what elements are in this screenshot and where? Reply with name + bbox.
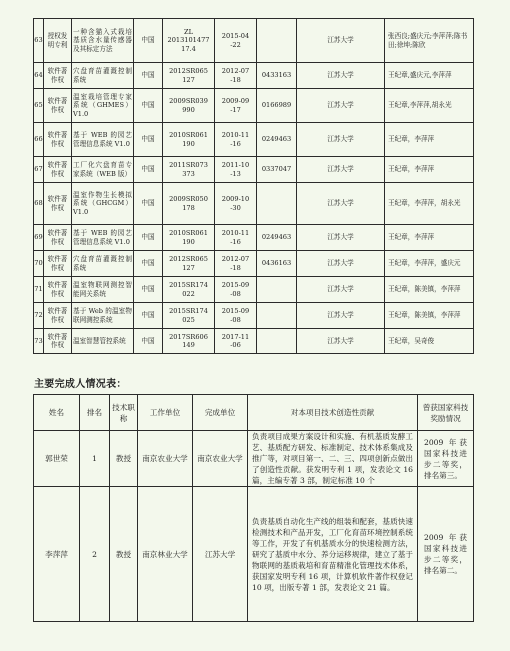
ip-date: 2015-04 -22 xyxy=(215,19,257,63)
header-unit: 工作单位 xyxy=(138,395,193,431)
ip-number: 2015SR174 022 xyxy=(163,277,215,303)
ip-type: 软件著作权 xyxy=(44,157,72,183)
ip-country: 中国 xyxy=(134,183,163,225)
ip-type: 软件著作权 xyxy=(44,89,72,123)
ip-owner: 江苏大学 xyxy=(297,19,385,63)
person-done-unit: 江苏大学 xyxy=(193,487,248,622)
ip-inventors: 张西良;盛庆元;李萍萍;陈书田;徐坤;陈欣 xyxy=(385,19,474,63)
person-contribution: 负责项目成果方案设计和实施、有机基质发酵工艺、基质配方研发、标准制定、技术体系集成及推广等，对项目第一、二、三、四项创新点做出了创造性贡献。获发明专利 1 项，发表论文 16 篇，主编专著 3 部，制定标准 10 个 xyxy=(248,431,418,487)
ip-country: 中国 xyxy=(134,19,163,63)
header-row xyxy=(34,395,474,431)
ip-type: 软件著作权 xyxy=(44,251,72,277)
ip-name: 基于 Web 的温室物联网测控系统 xyxy=(72,303,134,329)
ip-name: 基于 WEB 的园艺管理信息系统 V1.0 xyxy=(72,225,134,251)
ip-owner: 江苏大学 xyxy=(297,89,385,123)
ip-inventors: 王纪章，陈美镇，李萍萍 xyxy=(385,277,474,303)
ip-date: 2012-07 -18 xyxy=(215,63,257,89)
ip-name: 穴盘育苗灌溉控制系统 xyxy=(72,251,134,277)
person-name: 郭世荣 xyxy=(34,431,80,487)
ip-name: 工厂化穴盘育苗专家系统（WEB 版） xyxy=(72,157,134,183)
person-award: 2009 年获国家科技进步二等奖，排名第三。 xyxy=(418,431,474,487)
ip-row xyxy=(34,89,474,123)
ip-row-number: 64 xyxy=(34,63,44,89)
ip-date: 2010-11 -16 xyxy=(215,225,257,251)
ip-number: 2010SR061 190 xyxy=(163,225,215,251)
ip-owner: 江苏大学 xyxy=(297,303,385,329)
header-contribution: 对本项目技术创造性贡献 xyxy=(248,395,418,431)
ip-inventors: 王纪章，吴奇俊 xyxy=(385,329,474,354)
ip-table xyxy=(33,18,474,354)
header-title: 技术职称 xyxy=(110,395,138,431)
ip-number: 2012SR065 127 xyxy=(163,251,215,277)
ip-inventors: 王纪章，李萍萍，盛庆元 xyxy=(385,251,474,277)
ip-number: 2015SR174 025 xyxy=(163,303,215,329)
ip-number: 2009SR050 178 xyxy=(163,183,215,225)
ip-number: ZL 2013101477 17.4 xyxy=(163,19,215,63)
person-row xyxy=(34,431,474,487)
ip-row-number: 66 xyxy=(34,123,44,157)
header-done-unit: 完成单位 xyxy=(193,395,248,431)
ip-appno xyxy=(257,277,297,303)
ip-date: 2015-09 -08 xyxy=(215,303,257,329)
ip-country: 中国 xyxy=(134,329,163,354)
ip-type: 软件著作权 xyxy=(44,329,72,354)
ip-owner: 江苏大学 xyxy=(297,123,385,157)
ip-name: 温室智慧管控系统 xyxy=(72,329,134,354)
ip-row xyxy=(34,63,474,89)
ip-appno: 0436163 xyxy=(257,251,297,277)
ip-appno: 0249463 xyxy=(257,225,297,251)
ip-country: 中国 xyxy=(134,303,163,329)
ip-appno: 0337047 xyxy=(257,157,297,183)
ip-number: 2011SR073 373 xyxy=(163,157,215,183)
header-name: 姓名 xyxy=(34,395,80,431)
person-name: 李萍萍 xyxy=(34,487,80,622)
ip-row-number: 68 xyxy=(34,183,44,225)
person-row xyxy=(34,487,474,622)
person-title: 教授 xyxy=(110,487,138,622)
ip-number: 2017SR606 149 xyxy=(163,329,215,354)
ip-appno xyxy=(257,19,297,63)
ip-number: 2010SR061 190 xyxy=(163,123,215,157)
ip-row xyxy=(34,123,474,157)
ip-owner: 江苏大学 xyxy=(297,277,385,303)
ip-date: 2010-11 -16 xyxy=(215,123,257,157)
ip-name: 温室作物生长模拟系统（GHCGM）V1.0 xyxy=(72,183,134,225)
ip-appno xyxy=(257,329,297,354)
ip-row-number: 70 xyxy=(34,251,44,277)
ip-inventors: 王纪章，李萍萍 xyxy=(385,123,474,157)
ip-row-number: 67 xyxy=(34,157,44,183)
ip-country: 中国 xyxy=(134,157,163,183)
ip-owner: 江苏大学 xyxy=(297,63,385,89)
ip-name: 穴盘育苗灌溉控制系统 xyxy=(72,63,134,89)
ip-owner: 江苏大学 xyxy=(297,157,385,183)
person-contribution: 负责基质自动化生产线的组装和配套，基质快速检测技术和产品开发，工厂化育苗环境控制系统等工作，开发了有机基质水分的快速检测方法，研究了基质中水分、养分运移规律，建立了基于物联网的基质栽培和育苗精准化管理技术体系，获国家发明专利 16 项，计算机软件著作权登记 10 项，出版专著 1 部，发表论文 21 篇。 xyxy=(248,487,418,622)
ip-row xyxy=(34,183,474,225)
header-award: 曾获国家科技奖励情况 xyxy=(418,395,474,431)
ip-name: 一种含猫入式栽培基质含水量传感器及其标定方法 xyxy=(72,19,134,63)
ip-row-number: 72 xyxy=(34,303,44,329)
ip-row-number: 65 xyxy=(34,89,44,123)
ip-country: 中国 xyxy=(134,63,163,89)
ip-type: 软件著作权 xyxy=(44,183,72,225)
ip-inventors: 王纪章，李萍萍，胡永光 xyxy=(385,183,474,225)
ip-owner: 江苏大学 xyxy=(297,183,385,225)
ip-name: 温室物联网测控智能网关系统 xyxy=(72,277,134,303)
person-unit: 南京林业大学 xyxy=(138,487,193,622)
ip-number: 2009SR039 990 xyxy=(163,89,215,123)
ip-inventors: 王纪章,盛庆元,李萍萍 xyxy=(385,63,474,89)
ip-owner: 江苏大学 xyxy=(297,251,385,277)
ip-type: 软件著作权 xyxy=(44,303,72,329)
ip-appno xyxy=(257,183,297,225)
ip-row-number: 63 xyxy=(34,19,44,63)
person-unit: 南京农业大学 xyxy=(138,431,193,487)
ip-country: 中国 xyxy=(134,225,163,251)
ip-row-number: 73 xyxy=(34,329,44,354)
ip-country: 中国 xyxy=(134,277,163,303)
people-table xyxy=(33,394,474,622)
ip-inventors: 王纪章，李萍萍 xyxy=(385,225,474,251)
ip-owner: 江苏大学 xyxy=(297,329,385,354)
ip-date: 2015-09 -08 xyxy=(215,277,257,303)
ip-type: 软件著作权 xyxy=(44,123,72,157)
ip-row xyxy=(34,225,474,251)
ip-country: 中国 xyxy=(134,251,163,277)
ip-inventors: 王纪章,李萍萍,胡永光 xyxy=(385,89,474,123)
person-award: 2009 年获国家科技进步二等奖，排名第二。 xyxy=(418,487,474,622)
ip-type: 软件著作权 xyxy=(44,63,72,89)
ip-type: 软件著作权 xyxy=(44,225,72,251)
ip-date: 2009-09 -17 xyxy=(215,89,257,123)
section-heading: 主要完成人情况表： xyxy=(34,379,127,390)
ip-date: 2009-10 -30 xyxy=(215,183,257,225)
ip-row xyxy=(34,303,474,329)
person-done-unit: 南京农业大学 xyxy=(193,431,248,487)
ip-appno xyxy=(257,303,297,329)
ip-date: 2017-11 -06 xyxy=(215,329,257,354)
ip-number: 2012SR065 127 xyxy=(163,63,215,89)
ip-date: 2012-07 -18 xyxy=(215,251,257,277)
ip-row xyxy=(34,329,474,354)
ip-row xyxy=(34,19,474,63)
ip-inventors: 王纪章，李萍萍 xyxy=(385,157,474,183)
ip-row-number: 69 xyxy=(34,225,44,251)
ip-row-number: 71 xyxy=(34,277,44,303)
ip-name: 基于 WEB 的园艺管理信息系统 V1.0 xyxy=(72,123,134,157)
ip-country: 中国 xyxy=(134,89,163,123)
ip-date: 2011-10 -13 xyxy=(215,157,257,183)
person-rank: 1 xyxy=(80,431,110,487)
ip-owner: 江苏大学 xyxy=(297,225,385,251)
ip-appno: 0166989 xyxy=(257,89,297,123)
ip-row xyxy=(34,251,474,277)
ip-name: 温室栽培管理专家系统（GHMES）V1.0 xyxy=(72,89,134,123)
ip-appno: 0249463 xyxy=(257,123,297,157)
ip-type: 授权发明专利 xyxy=(44,19,72,63)
header-rank: 排名 xyxy=(80,395,110,431)
ip-inventors: 王纪章，陈美镇，李萍萍 xyxy=(385,303,474,329)
person-rank: 2 xyxy=(80,487,110,622)
ip-row xyxy=(34,157,474,183)
ip-country: 中国 xyxy=(134,123,163,157)
ip-row xyxy=(34,277,474,303)
ip-appno: 0433163 xyxy=(257,63,297,89)
person-title: 教授 xyxy=(110,431,138,487)
ip-type: 软件著作权 xyxy=(44,277,72,303)
